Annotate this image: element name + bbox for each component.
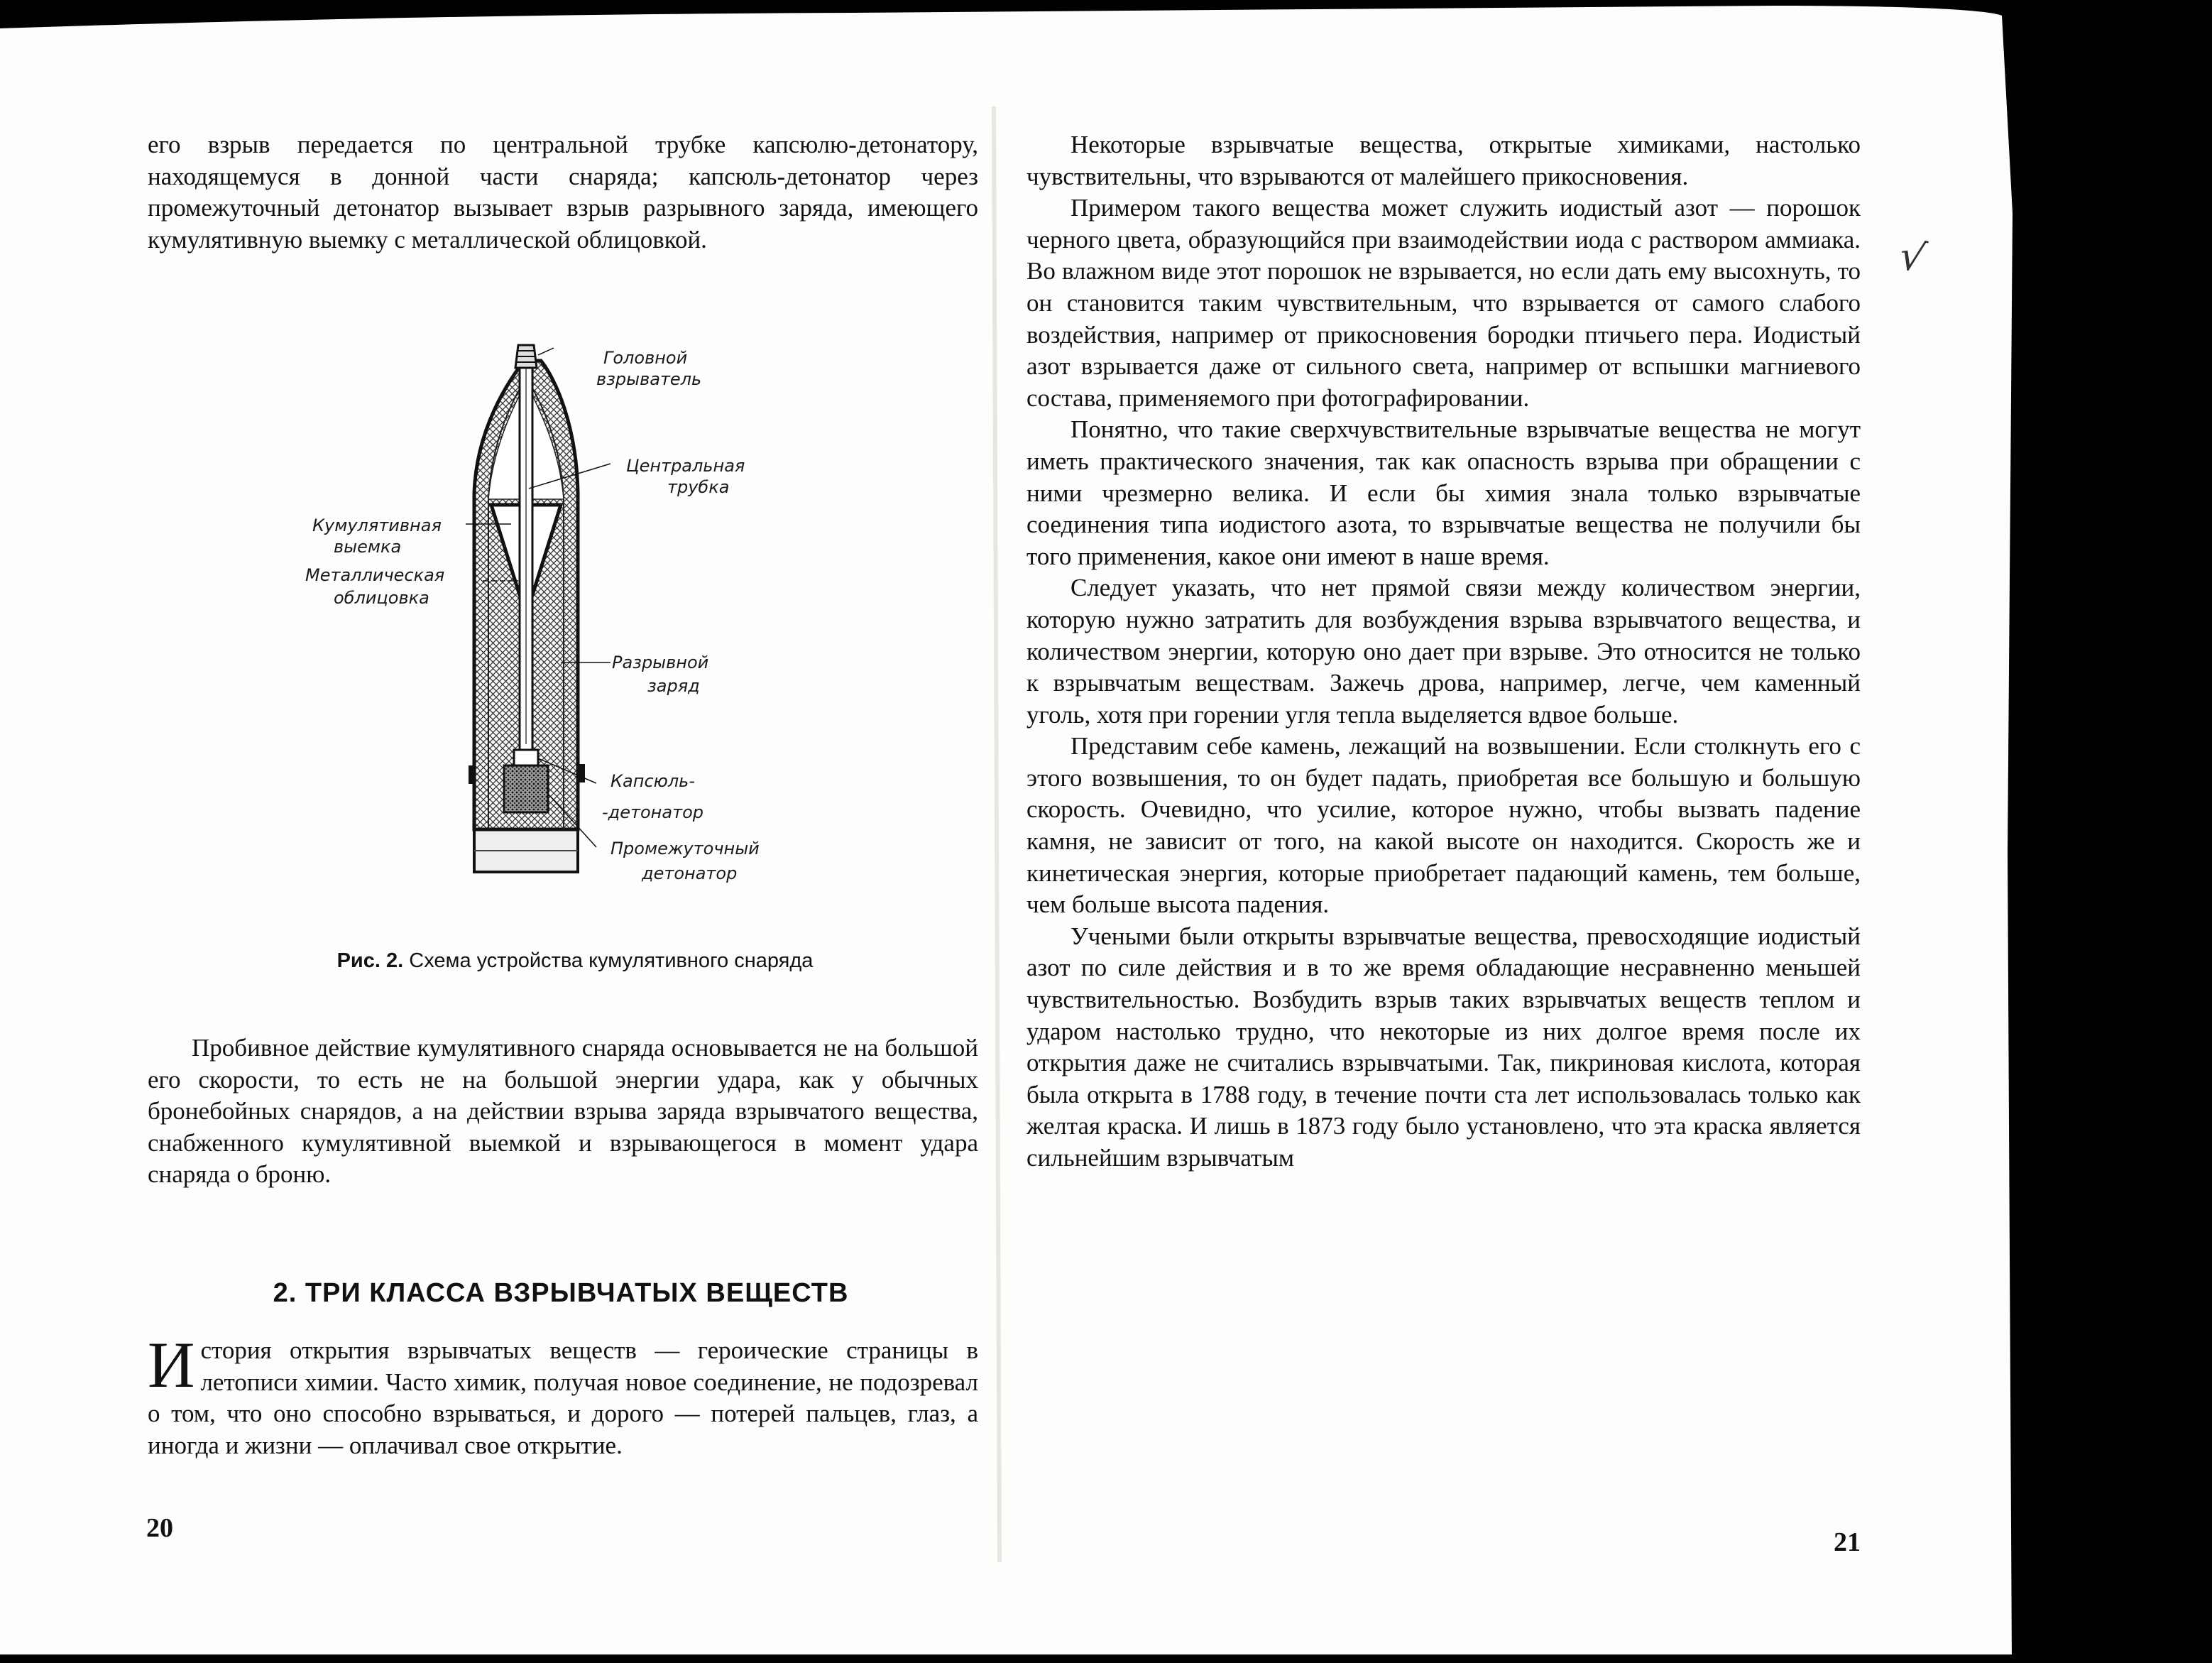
right-paragraph-5: Представим себе камень, лежащий на возвышении. Если столкнуть его с этого возвышения, то он будет падать, приобретая все большую и большую скорость. Очевидно, что усилие, которое нужно, чтобы вызвать падение камня, не зависит от того, на какой высоте он находится. Скорость же и кинетическая энергия, которые приобретает падающий камень, тем больше, чем больше высота падения. [1026,732,1861,919]
right-column [1026,129,1861,1174]
right-paragraph-6: Учеными были открыты взрывчатые вещества, превосходящие иодистый азот по силе действия и в то же время обладающие несравненно меньшей чувствительностью. Возбудить взрыв таких взрывчатых веществ теплом и ударом настолько трудно, что некоторые из них долгое время после их открытия даже не считались взрывчатыми. Так, пикриновая кислота, которая была открыта в 1788 году, в течение почти ста лет использовалась только как желтая краска. И лишь в 1873 году было установлено, что эта краска является сильнейшим взрывчатым [1026,922,1861,1172]
left-paragraph-block [148,1032,978,1191]
label-primer-detonator-2: -детонатор [602,802,703,822]
figure-caption [305,947,845,974]
drop-cap: И [148,1329,195,1401]
label-intermediate-detonator-2: детонатор [642,863,738,883]
right-paragraph-3: Понятно, что такие сверхчувствительные взрывчатые вещества не могут иметь практического значения, так как опасность взрыва при обращении с ними чрезмерно велика. И если бы химия знала только взрывчатые соединения типа иодистого азота, то взрывчатые вещества не получили бы того применения, какое они имеют в наше время. [1026,415,1861,570]
right-paragraph-2: Примером такого вещества может служить иодистый азот — порошок черного цвета, образующийся при взаимодействии иода с раствором аммиака. Во влажном виде этот порошок не взрывается, но если дать ему высохнуть, то он становится таким чувствительным, что взрывается от самого слабого воздействия, например от прикосновения бородки птичьего пера. Иодистый азот взрывается даже от сильного света, например от вспышки магниевого состава, применяемого при фотографировании. [1026,194,1861,412]
label-central-tube-2: трубка [667,477,730,497]
paragraph-penetration: Пробивное действие кумулятивного снаряда основывается не на большой его скорости, то есть не на большой энергии удара, как у обычных бронебойных снарядов, а на действии взрыва заряда взрывчатого вещества, снабженного кумулятивной выемкой и взрывающегося в момент удара снаряда о броню. [148,1034,978,1189]
label-metal-lining-1: Металлическая [305,565,445,585]
margin-check-mark: √ [1895,232,1930,283]
caption-number: Рис. 2. [336,949,404,972]
page-number-right: 21 [1834,1527,1861,1557]
label-metal-lining-2: облицовка [334,588,429,608]
caption-text: Схема устройства кумулятивного снаряда [409,949,814,972]
label-intermediate-detonator-1: Промежуточный [611,839,760,858]
intermediate-detonator [504,765,548,812]
primer-detonator [514,750,538,765]
label-cumulative-recess-1: Кумулятивная [312,516,442,535]
label-burst-charge-1: Разрывной [612,653,709,672]
label-head-fuze-2: взрыватель [596,369,702,389]
history-block [148,1329,978,1461]
label-primer-detonator-1: Капсюль- [611,771,695,791]
right-paragraph-1: Некоторые взрывчатые вещества, открытые химиками, настолько чувствительны, что взрываются от малейшего прикосновения. [1026,131,1861,190]
label-cumulative-recess-2: выемка [334,537,402,557]
history-paragraph [148,1329,978,1461]
shell-diagram [298,339,859,893]
section-heading: 2. ТРИ КЛАССА ВЗРЫВЧАТЫХ ВЕЩЕСТВ [273,1278,849,1308]
page-number-left: 20 [146,1513,173,1543]
label-head-fuze-1: Головной [603,348,688,368]
right-paragraph-4: Следует указать, что нет прямой связи между количеством энергии, которую нужно затратить для возбуждения взрыва взрывчатого вещества, и количеством энергии, которую оно дает при взрыве. Это относится не только к взрывчатым веществам. Зажечь дрова, например, легче, чем каменный уголь, хотя при горении угля тепла выделяется вдвое больше. [1026,574,1861,729]
history-text: стория открытия взрывчатых веществ — героические страницы в летописи химии. Часто химик, получая новое соединение, не подозревал о том, что оно способно взрываться, и дорого — потерей пальцев, глаз, а иногда и жизни — оплачивал свое открытие. [148,1336,978,1459]
left-intro [148,129,978,256]
label-burst-charge-2: заряд [647,676,700,696]
intro-paragraph: его взрыв передается по центральной трубке капсюлю-детонатору, находящемуся в донной части снаряда; капсюль-детонатор через промежуточный детонатор вызывает взрыв разрывного заряда, имеющего кумулятивную выемку с металлической облицовкой. [148,131,978,253]
label-central-tube-1: Центральная [626,456,745,476]
